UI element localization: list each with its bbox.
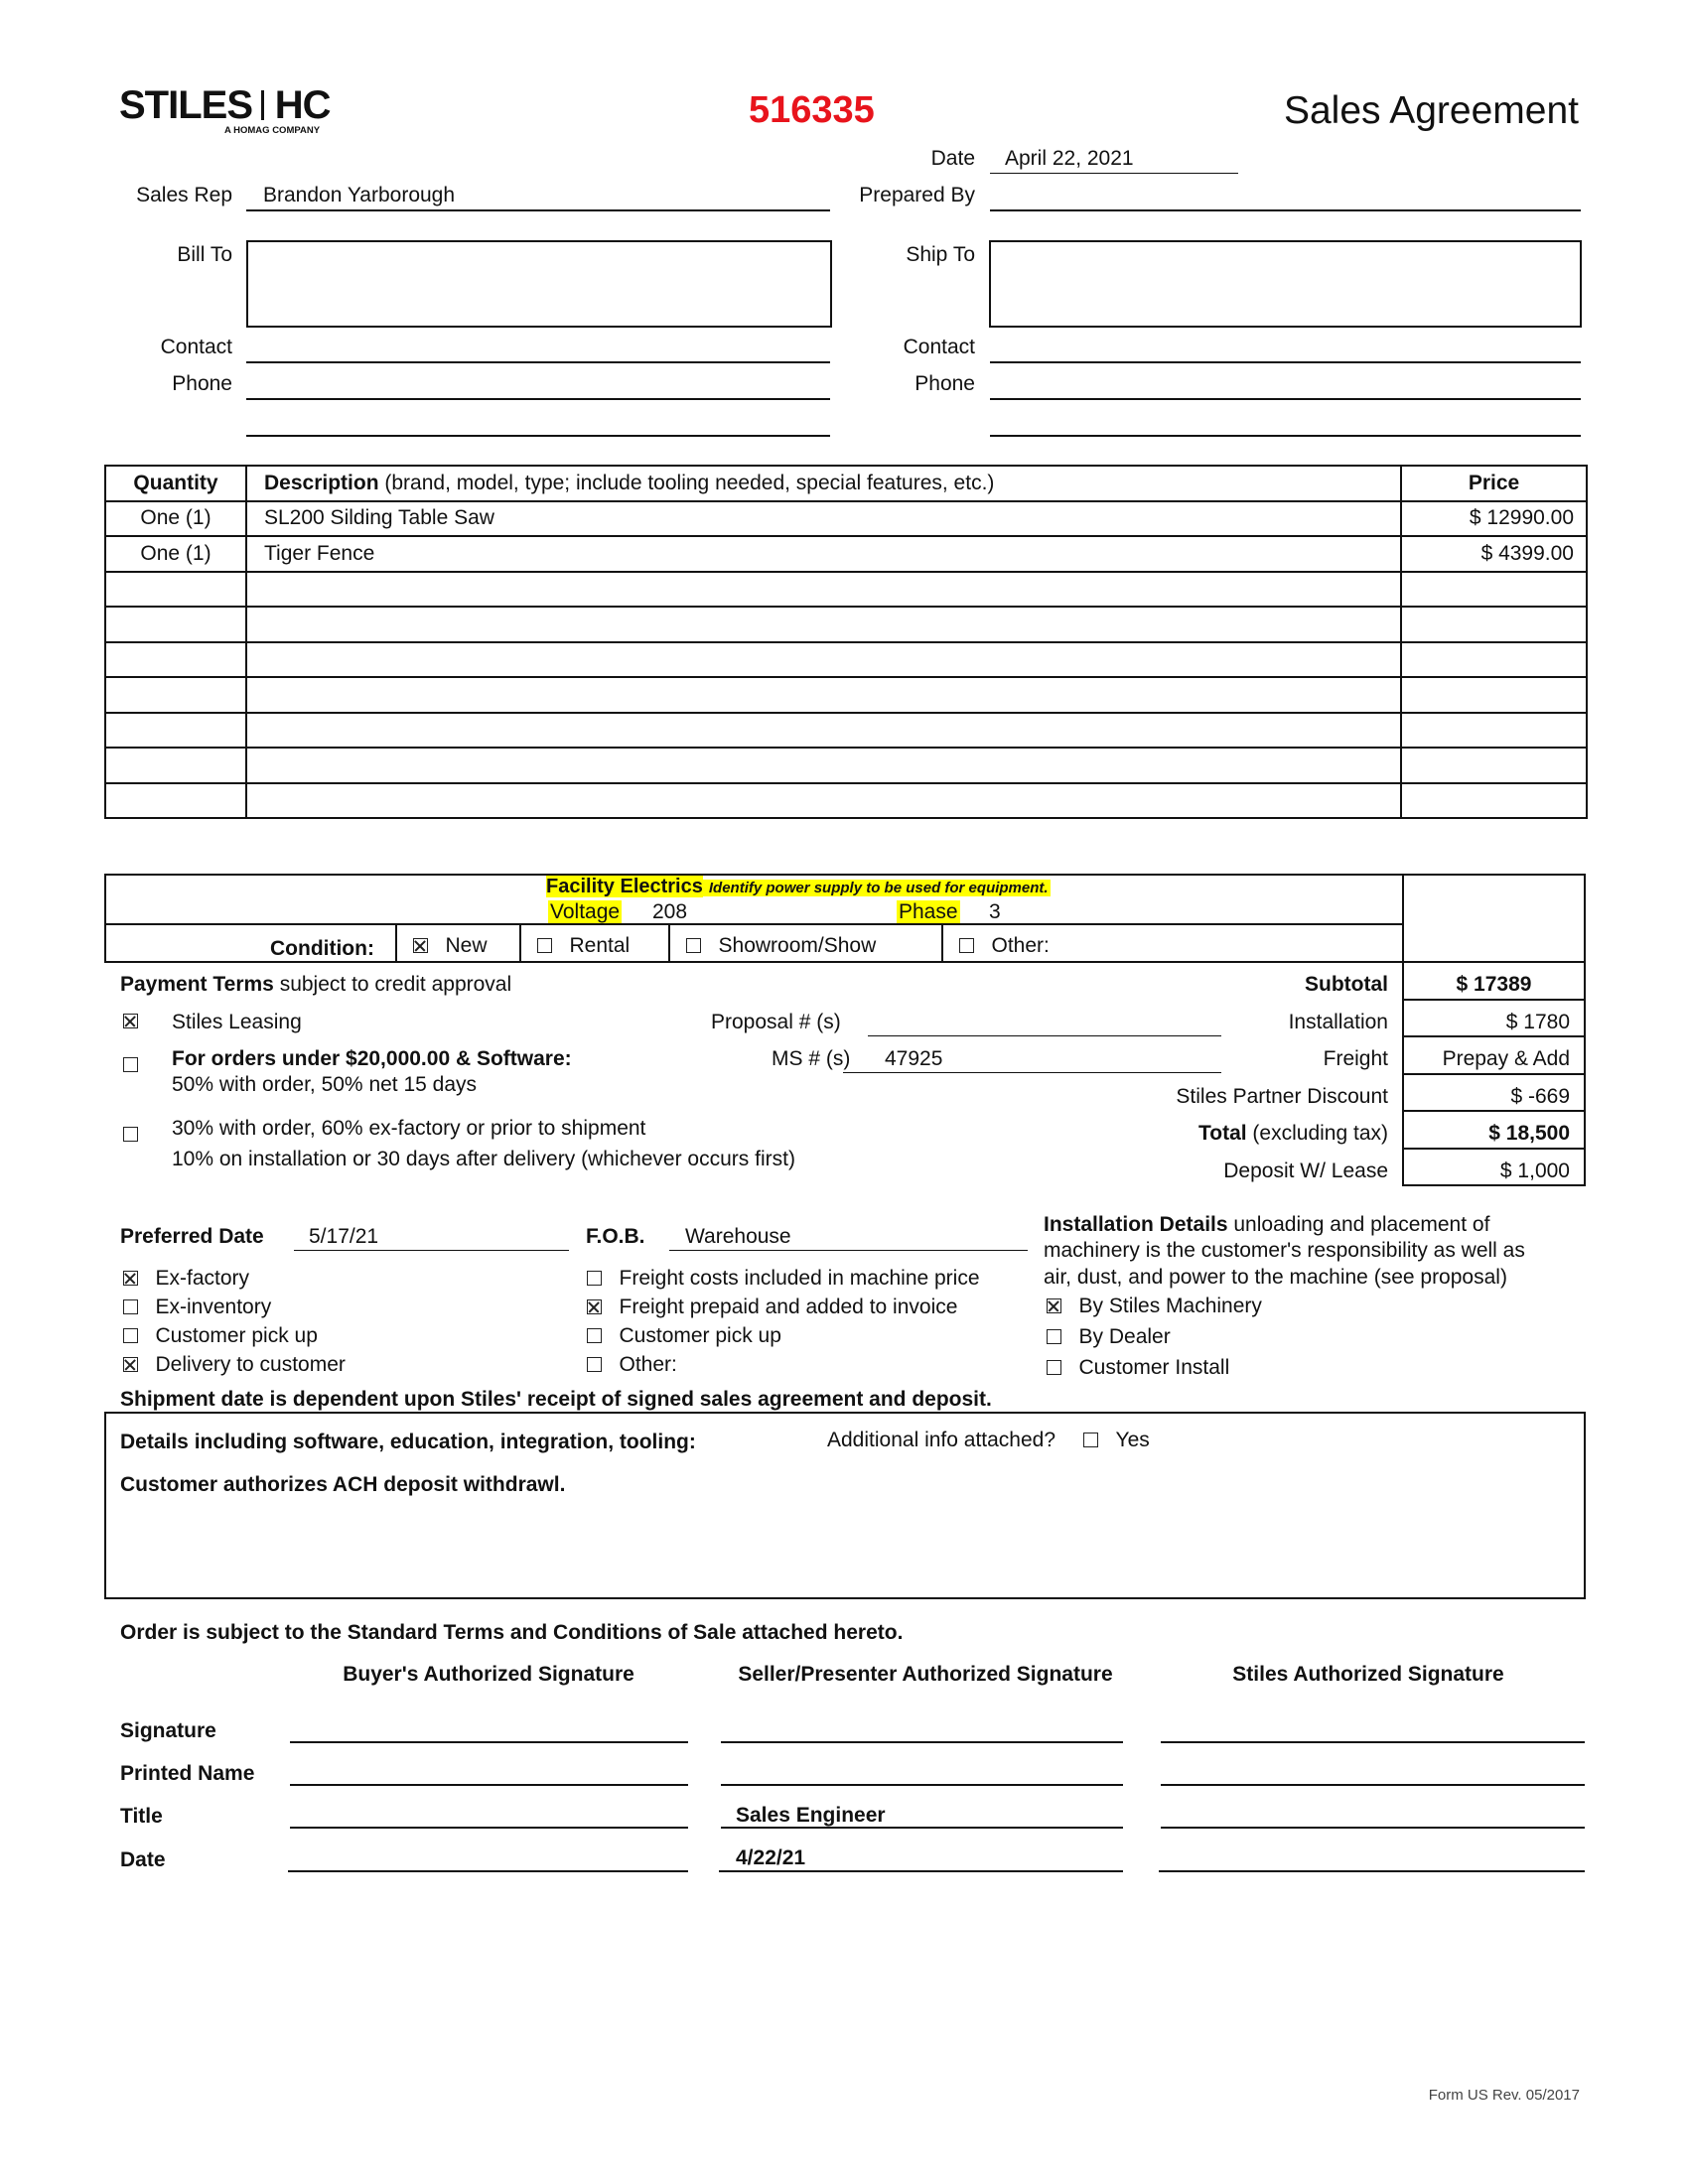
by-stiles-label: By Stiles Machinery [1078,1295,1262,1317]
installation-label: Installation [1288,1011,1388,1033]
bill-contact-line[interactable] [246,361,830,363]
table-row[interactable] [105,783,1587,819]
sales-rep-underline [246,209,830,211]
subtotal-value[interactable]: $ 17389 [1456,973,1532,996]
facility-title: Facility Electrics [546,876,703,897]
buyer-signature-line[interactable] [290,1741,688,1743]
buyer-printed-line[interactable] [290,1784,688,1786]
row-qty[interactable] [105,607,246,642]
additional-info-checkbox[interactable] [1083,1433,1098,1447]
bill-to-box[interactable] [246,240,832,328]
condition-cell-3 [668,924,670,961]
title-row-label: Title [120,1805,163,1828]
table-row[interactable] [105,748,1587,783]
delivery-option[interactable] [123,1353,346,1377]
fob-underline [669,1250,1028,1251]
ship-phone-line[interactable] [990,398,1581,400]
bill-contact-label: Contact [160,336,232,358]
printed-name-row-label: Printed Name [120,1762,255,1785]
col-quantity: Quantity [105,466,246,501]
shipment-note: Shipment date is dependent upon Stiles' receipt of signed sales agreement and deposit. [120,1388,992,1411]
leasing-label: Stiles Leasing [172,1011,302,1033]
row-desc[interactable] [246,713,1401,749]
customer-pickup-label: Customer pick up [155,1324,318,1347]
customer-pickup-option[interactable] [123,1324,318,1348]
stiles-printed-line[interactable] [1161,1784,1585,1786]
condition-cell-2 [519,924,521,961]
payment-terms-bold: Payment Terms [120,973,274,996]
col-price: Price [1401,466,1587,501]
ship-contact-line[interactable] [990,361,1581,363]
seller-date-line[interactable] [719,1870,1123,1872]
ex-factory-checkbox[interactable] [123,1271,138,1286]
logo-wordmark: STILES [119,83,253,127]
stiles-signature-header: Stiles Authorized Signature [1232,1663,1504,1686]
row-qty[interactable] [105,572,246,608]
ship-to-box[interactable] [989,240,1582,328]
facility-title-row [546,876,1051,898]
terms-note: Order is subject to the Standard Terms and Conditions of Sale attached hereto. [120,1621,904,1644]
showroom-label: Showroom/Show [718,934,877,957]
customer-install-label: Customer Install [1078,1356,1230,1379]
table-row[interactable] [105,642,1587,678]
under-20k-sub: 50% with order, 50% net 15 days [172,1073,478,1096]
leasing-checkbox[interactable] [123,1014,138,1028]
form-revision: Form US Rev. 05/2017 [1428,2087,1580,2104]
logo-divider [261,90,264,120]
under-20k-checkbox[interactable] [123,1057,138,1072]
seller-signature-line[interactable] [721,1741,1123,1743]
condition-other[interactable] [959,934,1050,958]
under-20k-label: For orders under $20,000.00 & Software: [172,1047,572,1070]
totals-sep-5 [1402,1148,1586,1150]
install-text-3: air, dust, and power to the machine (see proposal) [1044,1266,1507,1289]
row-price[interactable] [1401,748,1587,783]
seller-printed-line[interactable] [721,1784,1123,1786]
row-desc[interactable] [246,677,1401,713]
row-desc[interactable] [246,783,1401,819]
payment-terms-rest: subject to credit approval [273,973,512,996]
bill-phone-label: Phone [172,372,232,395]
fob-pickup-label: Customer pick up [619,1324,781,1347]
seller-date-value[interactable]: 4/22/21 [736,1846,806,1869]
fob-other-label: Other: [619,1353,677,1376]
phase-value[interactable]: 3 [989,900,1001,923]
delivery-checkbox[interactable] [123,1357,138,1372]
table-row[interactable] [105,572,1587,608]
fob-pickup-checkbox[interactable] [587,1328,602,1343]
fob-label: F.O.B. [586,1225,645,1248]
by-stiles-option[interactable] [1047,1295,1262,1318]
freight-value[interactable]: Prepay & Add [1442,1047,1570,1070]
preferred-date-underline [294,1250,569,1251]
row-price[interactable] [1401,677,1587,713]
buyer-title-line[interactable] [290,1827,688,1829]
thirty-label: 30% with order, 60% ex-factory or prior to shipment [172,1117,646,1140]
voltage-value[interactable]: 208 [652,900,688,923]
table-row[interactable] [105,536,1587,572]
sales-rep-label: Sales Rep [136,184,232,206]
customer-pickup-checkbox[interactable] [123,1328,138,1343]
stiles-signature-line[interactable] [1161,1741,1585,1743]
row-qty[interactable] [105,748,246,783]
customer-install-option[interactable] [1047,1356,1229,1380]
deposit-label: Deposit W/ Lease [1223,1160,1388,1182]
payment-terms-title [120,973,511,997]
table-row[interactable] [105,713,1587,749]
row-desc[interactable]: SL200 Silding Table Saw [246,501,1401,537]
showroom-checkbox[interactable] [686,938,701,953]
row-qty[interactable]: One (1) [105,536,246,572]
facility-note: Identify power supply to be used for equipment. [703,880,1051,896]
date-label: Date [930,147,975,170]
logo-mark: HC [274,83,331,127]
stiles-title-line[interactable] [1161,1827,1585,1829]
row-price[interactable] [1401,572,1587,608]
row-price[interactable] [1401,783,1587,819]
ms-label: MS # (s) [772,1047,851,1070]
total-value[interactable]: $ 18,500 [1488,1122,1570,1145]
col-description [246,466,1401,501]
condition-showroom[interactable] [686,934,876,958]
stiles-date-line[interactable] [1159,1870,1585,1872]
install-title: Installation Details [1044,1213,1228,1236]
table-row[interactable] [105,607,1587,642]
logo-tagline: A HOMAG COMPANY [224,125,321,136]
subtotal-label: Subtotal [1305,973,1388,996]
condition-label: Condition: [270,937,374,960]
ex-inventory-label: Ex-inventory [155,1296,272,1318]
voltage-label: Voltage [550,900,621,923]
bill-to-label: Bill To [177,243,232,266]
additional-info-label: Additional info attached? [827,1429,1056,1451]
date-underline [990,173,1238,174]
freight-included-checkbox[interactable] [587,1271,602,1286]
thirty-checkbox[interactable] [123,1127,138,1142]
fob-pickup-option[interactable] [587,1324,781,1348]
freight-prepaid-option[interactable] [587,1296,957,1319]
row-desc[interactable] [246,572,1401,608]
date-row-label: Date [120,1848,166,1871]
additional-info-yes-label: Yes [1115,1429,1150,1451]
condition-cell-left [395,924,397,961]
ms-underline [843,1072,1221,1073]
row-price[interactable]: $ 4399.00 [1401,536,1587,572]
condition-rental[interactable] [537,934,630,958]
proposal-label: Proposal # (s) [711,1011,841,1033]
row-qty[interactable] [105,783,246,819]
ship-extra-line[interactable] [990,435,1581,437]
seller-signature-header: Seller/Presenter Authorized Signature [738,1663,1113,1686]
fob-other-checkbox[interactable] [587,1357,602,1372]
condition-new[interactable] [413,934,488,958]
sales-rep-value[interactable]: Brandon Yarborough [263,184,456,206]
table-row[interactable] [105,501,1587,537]
by-dealer-label: By Dealer [1078,1325,1171,1348]
thirty-option[interactable] [123,1123,138,1147]
rental-label: Rental [569,934,631,957]
freight-label: Freight [1323,1047,1388,1070]
total-label-bold: Total [1197,1122,1247,1145]
ex-factory-label: Ex-factory [155,1267,250,1290]
phase-label: Phase [899,900,958,923]
row-desc[interactable] [246,642,1401,678]
items-table [104,465,1588,819]
by-dealer-checkbox[interactable] [1047,1329,1061,1344]
row-price[interactable] [1401,607,1587,642]
table-row[interactable] [105,677,1587,713]
installation-value[interactable]: $ 1780 [1505,1011,1570,1033]
freight-included-label: Freight costs included in machine price [619,1267,980,1290]
col-description-bold: Description [264,471,379,494]
document-title: Sales Agreement [1283,89,1579,132]
row-price[interactable]: $ 12990.00 [1401,501,1587,537]
under-20k-option[interactable] [123,1053,138,1077]
seller-title-value[interactable]: Sales Engineer [736,1804,886,1827]
other-label: Other: [991,934,1050,957]
prepared-by-label: Prepared By [859,184,975,206]
totals-sep-4 [1402,1110,1586,1112]
discount-label: Stiles Partner Discount [1176,1085,1388,1108]
freight-prepaid-label: Freight prepaid and added to invoice [619,1296,958,1318]
freight-prepaid-checkbox[interactable] [587,1299,602,1314]
new-label: New [445,934,488,957]
condition-divider [104,923,1404,925]
other-checkbox[interactable] [959,938,974,953]
row-qty[interactable]: One (1) [105,501,246,537]
row-desc[interactable]: Tiger Fence [246,536,1401,572]
by-dealer-option[interactable] [1047,1325,1171,1349]
totals-sep-3 [1402,1073,1586,1075]
ex-factory-option[interactable] [123,1267,249,1291]
preferred-date-label: Preferred Date [120,1225,264,1248]
ship-to-label: Ship To [906,243,975,266]
proposal-underline [868,1035,1221,1036]
seller-title-line[interactable] [721,1827,1123,1829]
row-qty[interactable] [105,642,246,678]
row-qty[interactable] [105,713,246,749]
bill-extra-line[interactable] [246,435,830,437]
deposit-value[interactable]: $ 1,000 [1499,1160,1570,1182]
by-stiles-checkbox[interactable] [1047,1298,1061,1313]
row-price[interactable] [1401,713,1587,749]
ms-value[interactable]: 47925 [885,1047,943,1070]
buyer-date-line[interactable] [288,1870,688,1872]
col-description-rest: (brand, model, type; include tooling needed, special features, etc.) [378,471,995,494]
preferred-date-value[interactable]: 5/17/21 [309,1225,379,1248]
row-desc[interactable] [246,748,1401,783]
ship-phone-label: Phone [914,372,975,395]
install-text-2: machinery is the customer's responsibility as well as [1044,1239,1525,1262]
freight-included-option[interactable] [587,1267,980,1291]
total-label-rest: (excluding tax) [1246,1122,1388,1145]
signature-row-label: Signature [120,1719,216,1742]
total-label [1198,1122,1388,1146]
buyer-signature-header: Buyer's Authorized Signature [343,1663,634,1686]
date-value[interactable]: April 22, 2021 [1005,147,1134,170]
items-header-row [105,466,1587,501]
fob-other-option[interactable] [587,1353,677,1377]
row-qty[interactable] [105,677,246,713]
leasing-option[interactable] [123,1010,138,1033]
install-details-line1 [1044,1213,1489,1237]
install-text-1: unloading and placement of [1227,1213,1490,1236]
condition-cell-4 [941,924,943,961]
thirty-sub: 10% on installation or 30 days after delivery (whichever occurs first) [172,1148,795,1170]
order-number: 516335 [749,89,875,131]
totals-sep-1 [1402,999,1586,1001]
facility-price-cell [1402,874,1586,963]
row-desc[interactable] [246,607,1401,642]
additional-info-yes[interactable] [1083,1429,1150,1452]
row-price[interactable] [1401,642,1587,678]
ex-inventory-checkbox[interactable] [123,1299,138,1314]
company-logo [119,83,331,128]
totals-sep-2 [1402,1035,1586,1037]
fob-value[interactable]: Warehouse [685,1225,791,1248]
rental-checkbox[interactable] [537,938,552,953]
discount-value[interactable]: $ -669 [1510,1085,1570,1108]
details-text[interactable]: Customer authorizes ACH deposit withdrawl. [120,1473,566,1496]
delivery-label: Delivery to customer [155,1353,346,1376]
ship-contact-label: Contact [903,336,975,358]
details-label: Details including software, education, integration, tooling: [120,1431,696,1453]
customer-install-checkbox[interactable] [1047,1360,1061,1375]
new-checkbox[interactable] [413,938,428,953]
prepared-by-underline [990,209,1581,211]
ex-inventory-option[interactable] [123,1296,271,1319]
bill-phone-line[interactable] [246,398,830,400]
